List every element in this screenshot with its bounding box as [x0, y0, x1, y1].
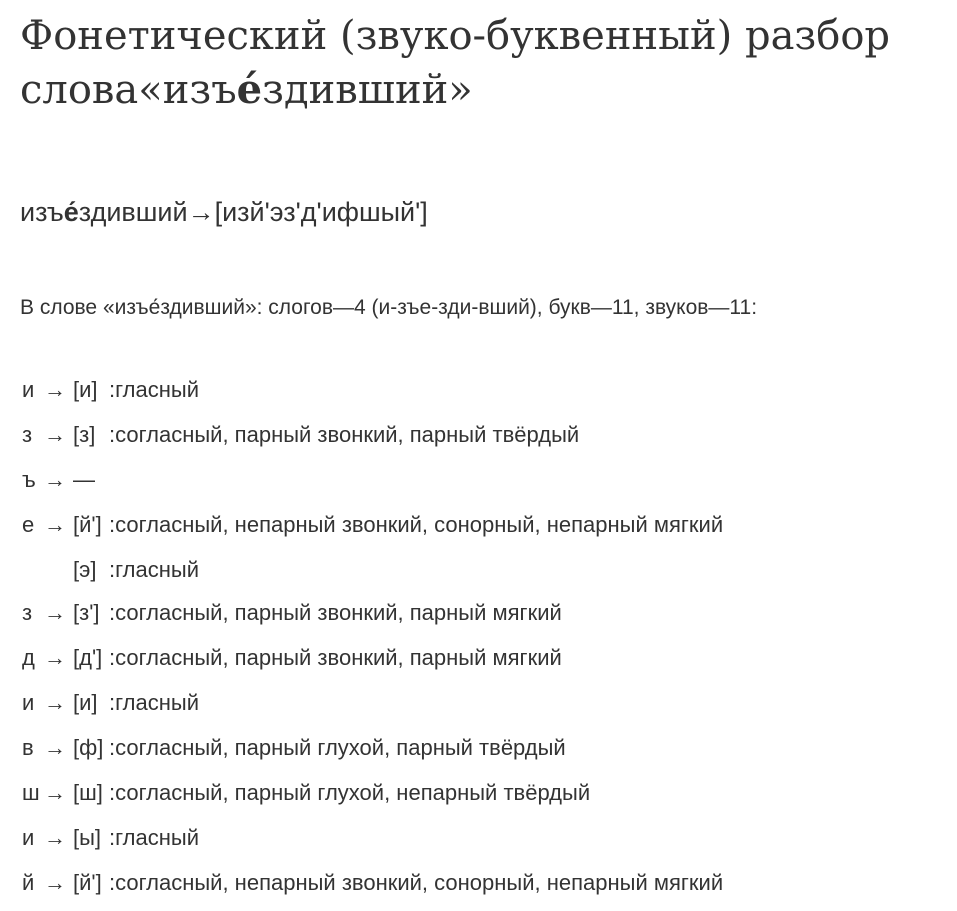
row-letter: ш — [22, 780, 40, 805]
word-summary: В слове «изъе́здивший»: слогов—4 (и-зъе-зди-вший), букв—11, звуков—11: — [20, 296, 758, 319]
row-description: :гласный — [109, 377, 199, 402]
row-description: :гласный — [109, 690, 199, 715]
title-prefix: Фонетический (звуко-буквенный) разбор слова«изъ — [20, 13, 891, 113]
row-sound: [з] — [73, 422, 96, 447]
row-sound: [з'] — [73, 600, 100, 625]
row-sound: [и] — [73, 690, 98, 715]
arrow-icon: → — [44, 467, 66, 492]
row-sound: [и] — [73, 377, 98, 402]
arrow-icon: → — [44, 377, 66, 402]
row-description: :согласный, парный звонкий, парный мягкий — [109, 600, 562, 625]
row-letter: е — [22, 512, 35, 537]
row-letter: в — [22, 735, 34, 760]
row-letter: и — [22, 825, 35, 850]
word-transcription — [20, 193, 428, 231]
row-letter: ъ — [22, 467, 36, 492]
row-description: :гласный — [109, 825, 199, 850]
row-letter: з — [22, 600, 33, 625]
row-sound: — — [73, 467, 95, 492]
row-description: :согласный, парный звонкий, парный твёрдый — [109, 422, 580, 447]
row-sound: [ф] — [73, 735, 104, 760]
transcription-stressed-letter: е́ — [63, 197, 79, 227]
row-description: :согласный, парный звонкий, парный мягкий — [109, 645, 562, 670]
title-stressed-letter: е́ — [236, 66, 263, 113]
arrow-icon: → — [44, 870, 66, 895]
row-letter: д — [22, 645, 35, 670]
transcription-suffix: здивший→[изй'эз'д'ифшый'] — [78, 197, 428, 227]
arrow-icon: → — [44, 735, 66, 760]
row-description: :согласный, непарный звонкий, сонорный, непарный мягкий — [109, 512, 724, 537]
row-description: :согласный, непарный звонкий, сонорный, непарный мягкий — [109, 870, 724, 895]
arrow-icon: → — [44, 512, 66, 537]
row-description: :согласный, парный глухой, непарный твёрдый — [109, 780, 591, 805]
arrow-icon: → — [44, 600, 66, 625]
row-letter: й — [22, 870, 35, 895]
page-title — [20, 10, 950, 117]
row-description: :гласный — [109, 557, 199, 582]
title-suffix: здивший» — [262, 67, 473, 113]
row-letter: и — [22, 690, 35, 715]
arrow-icon: → — [44, 780, 66, 805]
arrow-icon: → — [44, 645, 66, 670]
arrow-icon: → — [44, 422, 66, 447]
row-sound: [ы] — [73, 825, 102, 850]
row-sound: [э] — [73, 557, 97, 582]
arrow-icon: → — [44, 825, 66, 850]
row-sound: [й'] — [73, 512, 102, 537]
row-letter: и — [22, 377, 35, 402]
row-letter: з — [22, 422, 33, 447]
arrow-icon: → — [44, 690, 66, 715]
transcription-prefix: изъ — [20, 197, 64, 227]
row-sound: [д'] — [73, 645, 103, 670]
row-sound: [ш] — [73, 780, 103, 805]
row-sound: [й'] — [73, 870, 102, 895]
row-description: :согласный, парный глухой, парный твёрдый — [109, 735, 566, 760]
